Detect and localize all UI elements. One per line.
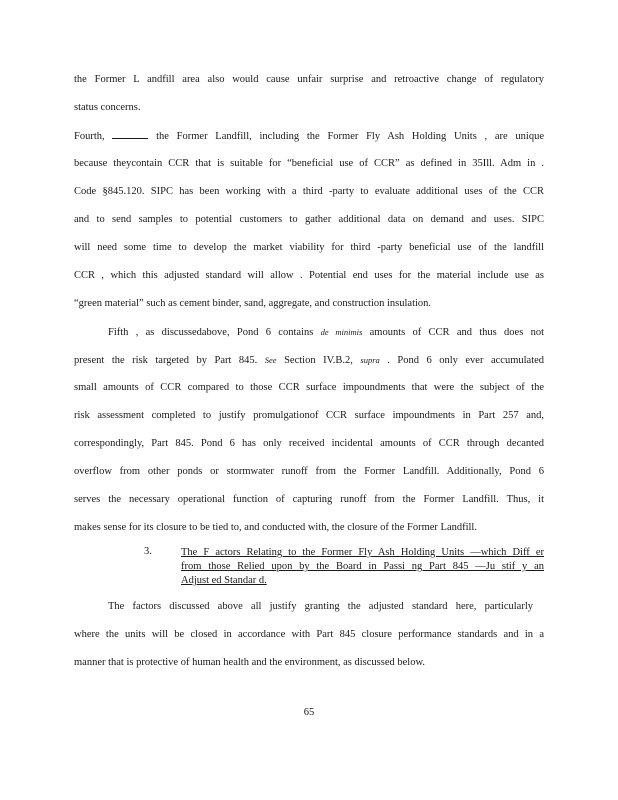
fifth-line1-a: Fifth , as discussedabove, Pond 6 contains bbox=[108, 327, 314, 338]
fifth-line1-b: amounts of CCR and thus does not bbox=[369, 327, 545, 338]
fifth-line2-a: present the risk targeted by Part 845. bbox=[74, 355, 258, 366]
heading-line-1: The F actors Relating to the Former Fly Ash Holding Units —which Diff er bbox=[181, 547, 544, 558]
heading-line-3: Adjust ed Standar d. bbox=[181, 575, 267, 586]
fifth-line1-italic: de minimis bbox=[320, 327, 363, 337]
paragraph-continued-line-1: the Former L andfill area also would cause unfair surprise and retroactive change of regulatory bbox=[74, 74, 544, 85]
paragraph-fifth-line-7: serves the necessary operational function of capturing runoff from the Former Landfill. Thus, it bbox=[74, 494, 544, 505]
paragraph-fourth-line-1 bbox=[74, 129, 544, 144]
paragraph-final-line-2: where the units will be closed in accordance with Part 845 closure performance standards and in a bbox=[74, 629, 544, 640]
heading-number: 3. bbox=[144, 546, 152, 557]
paragraph-fourth-line-4: and to send samples to potential customers to gather additional data on demand and uses. SIPC bbox=[74, 214, 544, 225]
fifth-line2-b: Section IV.B.2, bbox=[284, 355, 353, 366]
paragraph-fifth-line-4: risk assessment completed to justify promulgationof CCR surface impoundments in Part 257 and, bbox=[74, 410, 544, 421]
paragraph-fourth-line-2: because theycontain CCR that is suitable for “beneficial use of CCR” as defined in 35Ill. Adm in . bbox=[74, 158, 544, 169]
fifth-line2-see: See bbox=[264, 355, 277, 365]
redaction-blank bbox=[112, 129, 148, 139]
paragraph-fifth-line-2 bbox=[74, 353, 544, 368]
paragraph-final-line-1: The factors discussed above all justify granting the adjusted standard here, particularly bbox=[108, 601, 533, 612]
paragraph-fourth-line-7: “green material” such as cement binder, sand, aggregate, and construction insulation. bbox=[74, 298, 432, 309]
page-number: 65 bbox=[303, 707, 315, 718]
paragraph-fifth-line-1 bbox=[108, 325, 544, 340]
paragraph-fourth-line-6: CCR , which this adjusted standard will allow . Potential end uses for the material include use as bbox=[74, 270, 544, 281]
paragraph-fifth-line-3: small amounts of CCR compared to those CCR surface impoundments that were the subject of the bbox=[74, 382, 544, 393]
fourth-line1-rest: the Former Landfill, including the Former Fly Ash Holding Units , are unique bbox=[156, 131, 545, 142]
paragraph-fourth-line-3: Code §845.120. SIPC has been working with a third -party to evaluate additional uses of the CCR bbox=[74, 186, 544, 197]
paragraph-fifth-line-6: overflow from other ponds or stormwater runoff from the Former Landfill. Additionally, Pond 6 bbox=[74, 466, 544, 477]
fourth-lead: Fourth, bbox=[74, 131, 105, 142]
paragraph-continued-line-2: status concerns. bbox=[74, 102, 141, 113]
paragraph-final-line-3: manner that is protective of human health and the environment, as discussed below. bbox=[74, 657, 425, 668]
paragraph-fifth-line-8: makes sense for its closure to be tied to, and conducted with, the closure of the Former Landfill. bbox=[74, 522, 477, 533]
paragraph-fourth-line-5: will need some time to develop the market viability for third -party beneficial use of the landfill bbox=[74, 242, 544, 253]
fifth-line2-c: . Pond 6 only ever accumulated bbox=[387, 355, 545, 366]
paragraph-fifth-line-5: correspondingly, Part 845. Pond 6 has only received incidental amounts of CCR through decanted bbox=[74, 438, 544, 449]
fifth-line2-supra: supra bbox=[360, 355, 380, 365]
heading-line-2: from those Relied upon by the Board in Passi ng Part 845 —Ju stif y an bbox=[181, 561, 544, 572]
